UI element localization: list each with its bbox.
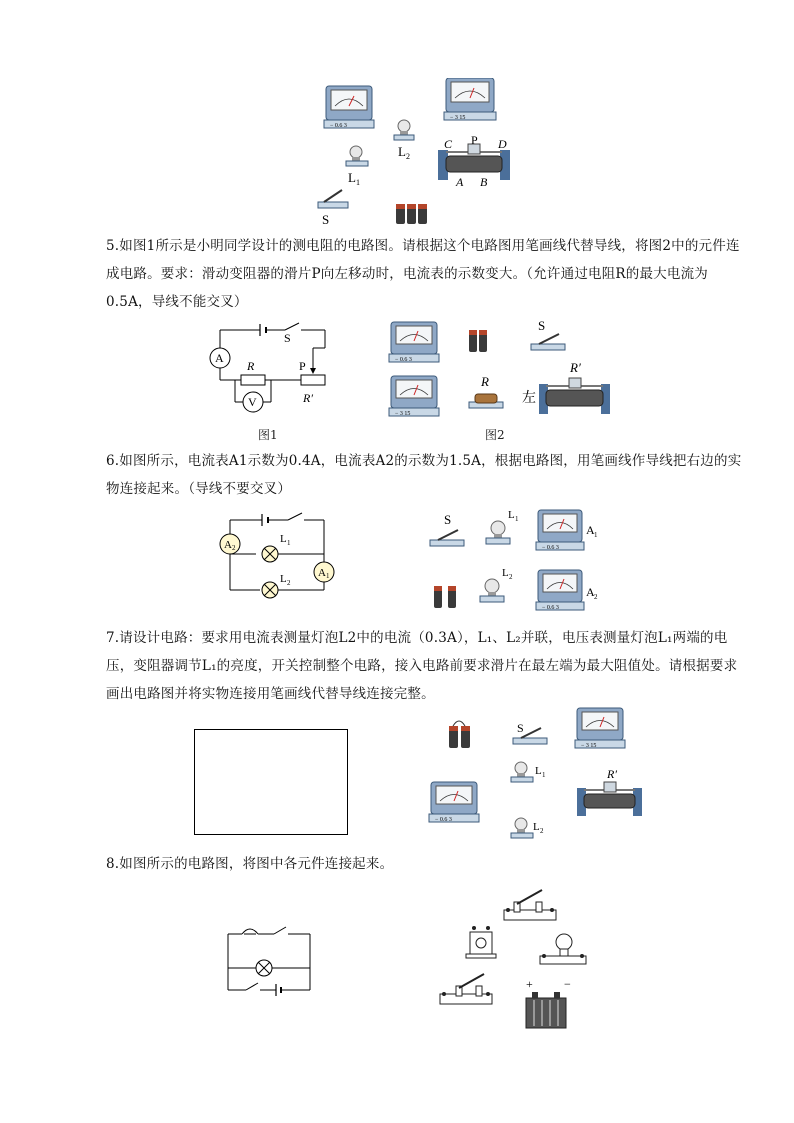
voltmeter-icon xyxy=(575,708,625,749)
top-objects-figure xyxy=(312,78,528,230)
bell-icon xyxy=(466,926,496,958)
svg-text:A: A xyxy=(215,351,224,365)
bulb-l1-icon xyxy=(511,762,533,782)
svg-text:2: 2 xyxy=(594,593,598,601)
battery-icon xyxy=(396,204,427,224)
resistor-icon xyxy=(469,394,503,408)
q6-objects-figure xyxy=(428,504,608,612)
svg-text:S: S xyxy=(444,512,452,527)
svg-text:− 0.6 3: − 0.6 3 xyxy=(435,817,452,823)
svg-text:1: 1 xyxy=(326,572,330,580)
svg-text:B: B xyxy=(480,175,488,189)
bulb-l2-icon xyxy=(394,120,414,140)
svg-text:D: D xyxy=(498,137,507,151)
svg-text:S: S xyxy=(284,331,291,345)
q5-circuit-diagram xyxy=(205,322,335,420)
svg-text:− 0.6 3: − 0.6 3 xyxy=(330,123,347,129)
svg-text:S: S xyxy=(538,318,546,333)
svg-text:− 3 15: − 3 15 xyxy=(395,411,411,417)
battery-icon xyxy=(469,330,487,352)
ammeter-a1-icon xyxy=(536,510,584,551)
svg-text:R: R xyxy=(247,359,255,373)
bulb-l1-icon xyxy=(486,521,510,544)
voltmeter-icon xyxy=(444,78,496,121)
svg-text:R′: R′ xyxy=(570,360,581,375)
ammeter-icon xyxy=(324,86,374,129)
switch-label: S xyxy=(322,212,330,227)
q5-objects-figure xyxy=(385,316,615,420)
circuit-drawing-box[interactable] xyxy=(194,729,348,835)
ammeter-a2-icon xyxy=(536,570,584,611)
svg-text:2: 2 xyxy=(287,579,291,587)
svg-text:1: 1 xyxy=(542,771,546,779)
switch-icon xyxy=(430,530,464,546)
svg-text:R: R xyxy=(481,374,489,389)
fig1-caption: 图1 xyxy=(258,428,278,442)
svg-text:L: L xyxy=(280,573,287,585)
switch-icon xyxy=(531,334,565,350)
svg-text:L: L xyxy=(280,533,287,545)
question-6-text: 6.如图所示，电流表A1示数为0.4A，电流表A2的示数为1.5A，根据电路图，用笔画线作导线把右边的实物连接起来。（导线不要交叉） xyxy=(106,453,742,497)
svg-text:A: A xyxy=(586,585,595,599)
fig2-caption: 图2 xyxy=(485,428,505,442)
svg-text:1: 1 xyxy=(287,539,291,547)
svg-text:2: 2 xyxy=(540,827,544,835)
svg-text:− 0.6 3: − 0.6 3 xyxy=(395,357,412,363)
svg-text:− 3 15: − 3 15 xyxy=(450,115,466,121)
svg-text:L: L xyxy=(535,765,542,777)
bulb-l2-icon xyxy=(480,579,504,602)
question-8-text: 8.如图所示的电路图，将图中各元件连接起来。 xyxy=(106,856,394,872)
svg-text:1: 1 xyxy=(356,178,360,187)
svg-text:S: S xyxy=(517,721,524,735)
ammeter-icon xyxy=(429,782,479,823)
svg-text:P: P xyxy=(471,133,478,147)
svg-text:+: + xyxy=(526,977,533,991)
rheostat-icon xyxy=(539,378,610,414)
question-5-text: 5.如图1所示是小明同学设计的测电阻的电路图。请根据这个电路图用笔画线代替导线，将图2中的元件连成电路。要求：滑动变阻器的滑片P向左移动时，电流表的示数变大。（允许通过电阻R的最大电流为0.5A，导线不能交叉） xyxy=(106,238,740,310)
l1-label: L xyxy=(348,170,356,185)
question-7-text: 7.请设计电路：要求用电流表测量灯泡L2中的电流（0.3A），L₁、L₂并联，电压表测量灯泡L₁两端的电压，变阻器调节L₁的亮度，开关控制整个电路，接入电路前要求滑片在最左端为最大阻值处。请根据要求画出电路图并将实物连接用笔画线代替导线连接完整。 xyxy=(106,630,738,702)
voltmeter-icon xyxy=(389,376,439,417)
svg-text:2: 2 xyxy=(232,544,236,552)
svg-text:2: 2 xyxy=(509,573,513,581)
q8-objects-figure xyxy=(436,880,596,1030)
switch-icon xyxy=(318,190,348,208)
svg-text:R′: R′ xyxy=(607,767,617,781)
svg-text:L: L xyxy=(533,821,540,833)
svg-text:A: A xyxy=(224,539,232,551)
svg-text:1: 1 xyxy=(515,515,519,523)
l2-label: L xyxy=(398,144,406,159)
svg-text:− 3 15: − 3 15 xyxy=(581,743,597,749)
svg-text:1: 1 xyxy=(594,531,598,539)
bulb-icon xyxy=(540,934,586,964)
battery-pack-icon xyxy=(526,992,566,1028)
svg-text:C: C xyxy=(444,137,453,151)
ammeter-icon xyxy=(389,322,439,363)
battery-icon xyxy=(434,586,456,608)
svg-text:−: − xyxy=(564,977,571,991)
q7-objects-figure xyxy=(425,706,645,844)
q6-circuit-diagram xyxy=(216,512,340,604)
bulb-l1-icon xyxy=(346,146,368,166)
svg-text:− 0.6 3: − 0.6 3 xyxy=(542,605,559,611)
svg-text:R′: R′ xyxy=(303,391,313,405)
svg-text:L: L xyxy=(502,567,509,579)
rheostat-icon xyxy=(577,782,642,816)
svg-text:A: A xyxy=(456,175,464,189)
bulb-l2-icon xyxy=(511,818,533,838)
svg-text:V: V xyxy=(248,395,257,409)
svg-text:− 0.6 3: − 0.6 3 xyxy=(542,545,559,551)
svg-text:A: A xyxy=(318,567,326,579)
svg-text:左: 左 xyxy=(522,391,536,406)
svg-text:P: P xyxy=(299,359,306,373)
battery-icon xyxy=(449,721,470,748)
svg-text:A: A xyxy=(586,523,595,537)
knife-switch-icon xyxy=(504,890,556,920)
q8-circuit-diagram xyxy=(220,922,316,998)
svg-text:L: L xyxy=(508,509,515,521)
knife-switch-icon-2 xyxy=(440,974,492,1004)
svg-text:2: 2 xyxy=(406,152,410,161)
